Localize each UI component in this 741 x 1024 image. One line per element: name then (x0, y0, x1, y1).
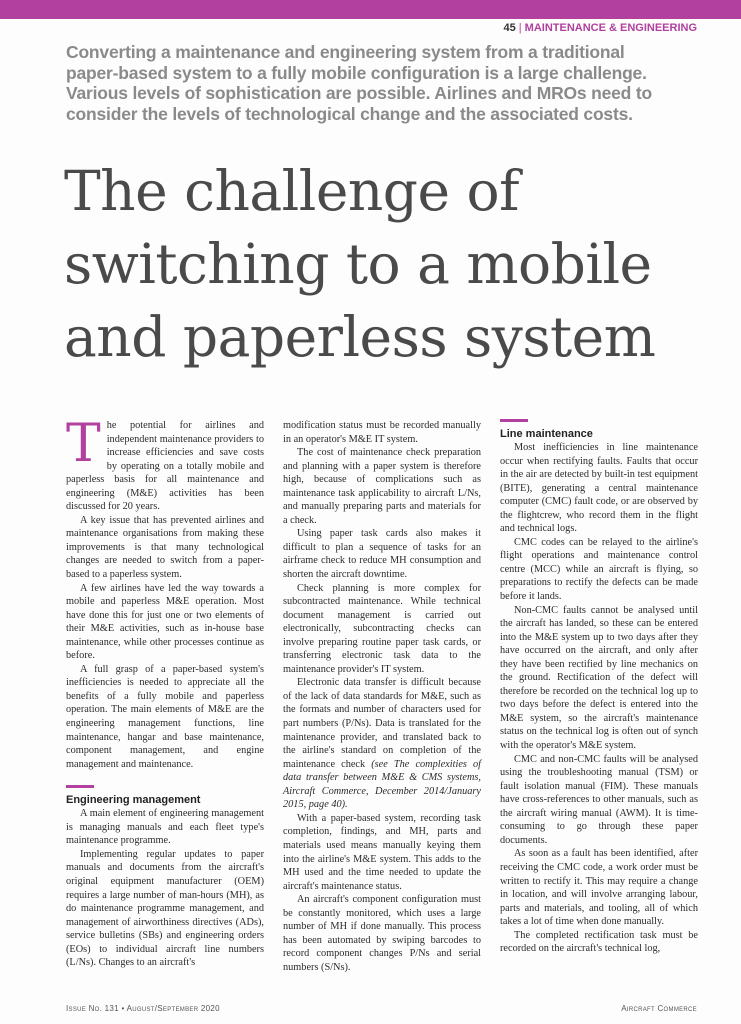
paragraph: Non-CMC faults cannot be analysed until the aircraft has landed, so these can be entered into the M&E system up to two days after they have occurred on the aircraft, and only after they have been rectified by line mechanics on the ground. Rectification of the defect will therefore be recorded on the technical log up to two days before the defect is entered into the M&E system, so the aircraft's maintenance status on the technical log is often out of synch with the operator's M&E system. (500, 604, 698, 752)
paragraph (283, 676, 481, 811)
paragraph: modification status must be recorded manually in an operator's M&E IT system. (283, 420, 481, 445)
paragraph: A full grasp of a paper-based system's inefficiencies is needed to appreciate all the benefits of a fully mobile and paperless operation. The main elements of M&E are the engineering management functions, line maintenance, hangar and base maintenance, component management, and engine management and maintenance. (66, 663, 264, 770)
drop-cap: T (66, 414, 101, 474)
paragraph-text: he potential for airlines and independent maintenance providers to increase efficiencies and save costs by operating on a totally mobile and paperless basis for all maintenance and engineering (M&E) activities has been discussed for 20 years. (66, 420, 264, 513)
article-column-2 (283, 419, 481, 974)
paragraph: A main element of engineering management is managing manuals and each fleet type's maintenance programme. (66, 808, 264, 847)
header-separator: | (518, 22, 522, 34)
article-column-1 (66, 414, 264, 970)
paragraph: CMC and non-CMC faults will be analysed using the troubleshooting manual (TSM) or fault isolation manual (FIM). These manuals have cross-references to other manuals, such as the aircraft wiring manual (AWM). It is time-consuming to go through these paper documents. (500, 753, 698, 846)
article-column-3 (500, 419, 698, 956)
section-header (504, 22, 697, 34)
paragraph: A key issue that has prevented airlines and maintenance organisations from making these improvements is that many technological changes are needed to switch from a paper-based to a paperless system. (66, 514, 264, 581)
section-title: MAINTENANCE & ENGINEERING (524, 22, 697, 34)
paragraph: A few airlines have led the way towards a mobile and paperless M&E operation. Most have done this for just one or two elements of their M&E activities, such as in-house base maintenance, while other processes continue as before. (66, 582, 264, 662)
subhead-line-maintenance: Line maintenance (500, 419, 698, 441)
article-reference: (see The complexities of data transfer between M&E & CMS systems, Aircraft Commerce, December 2014/January 2015, page 40). (283, 758, 482, 811)
standfirst: Converting a maintenance and engineering system from a traditional paper-based system to a fully mobile configuration is a large challenge. Various levels of sophistication are possible. Airlines and MROs need to consider the levels of technological change and the associated costs. (66, 42, 652, 124)
paragraph: Check planning is more complex for subcontracted maintenance. While technical document management is carried out electronically, subcontracting checks can involve preparing routine paper task cards, or transferring electronic task data to the maintenance provider's IT system. (283, 582, 481, 675)
paragraph: Using paper task cards also makes it difficult to plan a sequence of tasks for an airframe check to reduce MH consumption and shorten the aircraft downtime. (283, 528, 481, 581)
paragraph: With a paper-based system, recording task completion, findings, and MH, parts and materials used means manually keying them into the airline's M&E system. This adds to the MH used and the time needed to update the aircraft's maintenance status. (283, 812, 481, 892)
paragraph-text: Electronic data transfer is difficult because of the lack of data standards for M&E, such as the formats and number of characters used for part numbers (P/Ns). Data is translated for the maintenance provider, and translated back to the airline's standard on completion of the maintenance check (283, 677, 481, 770)
headline-line-2: switching to a mobile (64, 232, 652, 296)
subhead-engineering-management: Engineering management (66, 785, 264, 807)
top-accent-bar (0, 0, 741, 19)
paragraph: CMC codes can be relayed to the airline's flight operations and maintenance control centre (MCC) while an aircraft is flying, so preparations to rectify the defects can be made before it lands. (500, 536, 698, 603)
footer-publication: Aircraft Commerce (621, 1004, 697, 1013)
paragraph: The cost of maintenance check preparation and planning with a paper system is therefore high, because of complications such as maintenance task applicability to aircraft L/Ns, and manually preparing parts and materials for a check. (283, 447, 481, 526)
paragraph: Most inefficiencies in line maintenance occur when rectifying faults. Faults that occur in the air are detected by built-in test equipment (BITE), generating a central maintenance computer (CMC) fault code, or are observed by the flightcrew, who record them in the flight and technical logs. (500, 442, 698, 535)
headline (64, 155, 704, 374)
paragraph: An aircraft's component configuration must be constantly monitored, which uses a large number of MH if done manually. This process has been automated by swiping barcodes to record component changes P/Ns and serial numbers (S/Ns). (283, 894, 481, 973)
page-number: 45 (503, 22, 516, 34)
footer-issue: Issue No. 131 • August/September 2020 (66, 1004, 220, 1013)
paragraph (66, 414, 264, 514)
paragraph: Implementing regular updates to paper manuals and documents from the aircraft's original equipment manufacturer (OEM) requires a large number of man-hours (MH), as do maintenance programme management, and management of airworthiness directives (ADs), service bulletins (SBs) and engineering orders (EOs) to individual aircraft line numbers (L/Ns). Changes to an aircraft's (66, 848, 264, 969)
paragraph: The completed rectification task must be recorded on the aircraft's technical log, (500, 929, 698, 955)
headline-line-1: The challenge of (64, 159, 520, 223)
headline-line-3: and paperless system (64, 305, 656, 369)
paragraph: As soon as a fault has been identified, after receiving the CMC code, a work order must be written to rectify it. This may require a change in location, and will involve arranging labour, parts and materials, and tooling, all of which takes a lot of time when done manually. (500, 848, 698, 928)
